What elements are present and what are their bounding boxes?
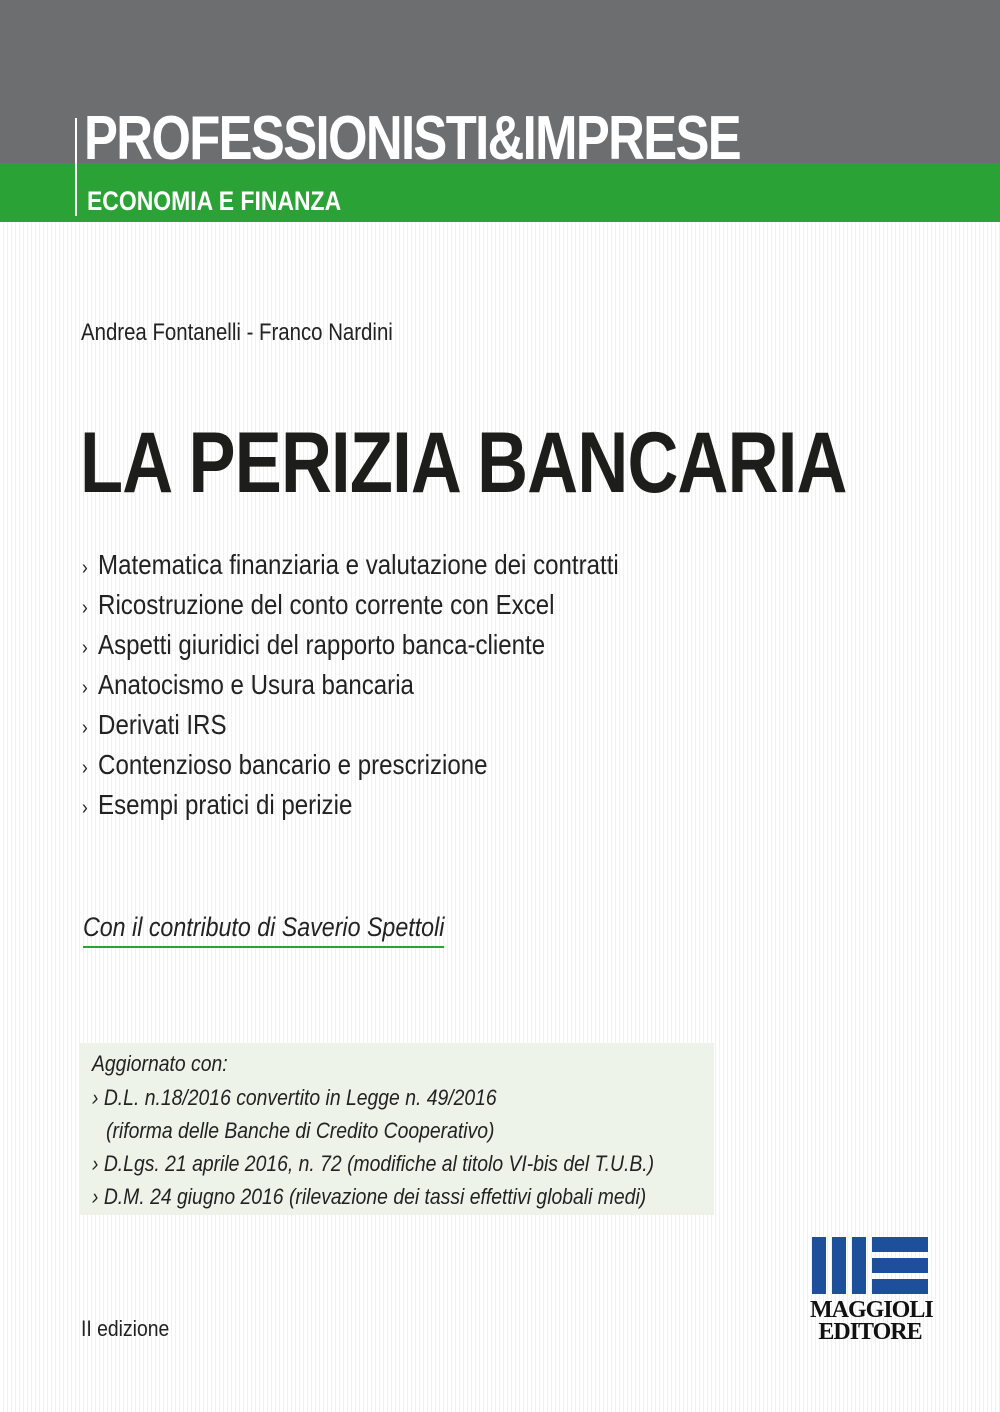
updates-box	[80, 1043, 714, 1215]
list-item: › Aspetti giuridici del rapporto banca-cliente	[82, 629, 546, 660]
logo-bar	[872, 1237, 928, 1252]
contribution: Con il contributo di Saverio Spettoli	[83, 912, 444, 948]
series-subtitle: ECONOMIA E FINANZA	[87, 186, 342, 216]
update-line: › D.Lgs. 21 aprile 2016, n. 72 (modifiche al titolo VI-bis del T.U.B.)	[92, 1151, 655, 1176]
list-item: › Derivati IRS	[82, 709, 227, 740]
series-name: PROFESSIONISTI&IMPRESE	[84, 104, 741, 173]
logo-bar	[812, 1237, 826, 1294]
list-item: › Contenzioso bancario e prescrizione	[82, 749, 488, 780]
logo-bar	[872, 1258, 928, 1273]
topics-list	[82, 545, 706, 825]
list-item: › Anatocismo e Usura bancaria	[82, 669, 414, 700]
edition: II edizione	[81, 1316, 170, 1341]
logo-bar	[872, 1279, 928, 1294]
update-line: › D.M. 24 giugno 2016 (rilevazione dei tassi effettivi globali medi)	[92, 1184, 647, 1209]
update-line: (riforma delle Banche di Credito Cooperativo)	[106, 1118, 495, 1143]
publisher-name: MAGGIOLI	[810, 1297, 933, 1323]
publisher-name-2: EDITORE	[818, 1319, 922, 1345]
update-line: › D.L. n.18/2016 convertito in Legge n. 49/2016	[92, 1085, 497, 1110]
logo-bar	[852, 1237, 866, 1294]
authors: Andrea Fontanelli - Franco Nardini	[81, 319, 393, 346]
list-item: › Matematica finanziaria e valutazione dei contratti	[82, 549, 619, 580]
list-item: › Ricostruzione del conto corrente con Excel	[82, 589, 555, 620]
logo-bar	[832, 1237, 846, 1294]
divider	[75, 118, 77, 216]
updates-heading: Aggiornato con:	[92, 1051, 228, 1076]
book-title: LA PERIZIA BANCARIA	[80, 415, 847, 511]
list-item: › Esempi pratici di perizie	[82, 789, 353, 820]
